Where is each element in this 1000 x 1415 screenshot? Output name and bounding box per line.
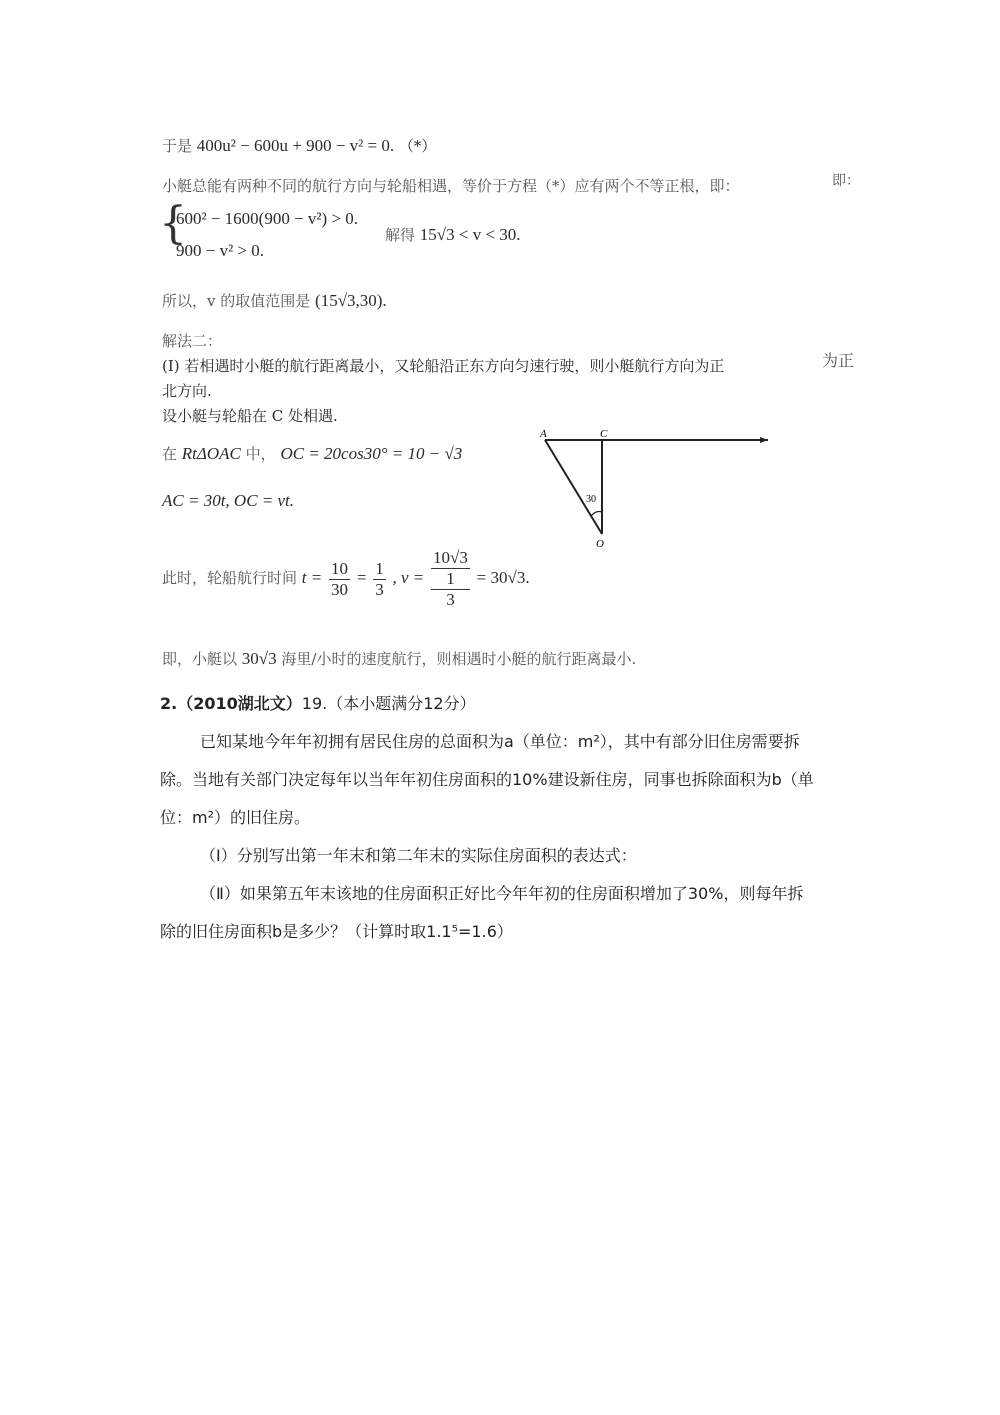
problem-statement-2: 除。当地有关部门决定每年以当年年初住房面积的10%建设新住房，同事也拆除面积为b（单 [160, 770, 814, 789]
fraction-numerator: 10 [331, 558, 349, 578]
method-2-title: 解法二： [162, 332, 223, 350]
question-part-2-cont: 除的旧住房面积b是多少？（计算时取1.1⁵=1.6） [160, 922, 513, 941]
fraction-numerator: 10√3 [433, 548, 468, 567]
label-a: A [540, 428, 547, 440]
nested-fraction [431, 569, 470, 610]
problem-score: （本小题满分12分） [327, 694, 476, 713]
equals-sign: = [356, 568, 367, 587]
rt-triangle-line [162, 443, 462, 465]
angle-label: 30 [586, 494, 596, 505]
conclusion-speed: 30√3 [241, 649, 277, 668]
oc-equation: OC = 20cos30° = 10 − √3 [280, 444, 463, 463]
v-result: = 30√3. [476, 568, 530, 587]
system-brace: { [159, 198, 187, 249]
v-lhs: , v = [392, 568, 425, 587]
solve-result: 15√3 < v < 30. [419, 225, 521, 244]
method-2-part-1-cont: 北方向. [162, 382, 212, 400]
nested-numerator: 1 [431, 569, 470, 590]
label-c: C [600, 428, 608, 440]
angle-arc [591, 512, 602, 517]
ac-oc-equation: AC = 30t, OC = vt. [162, 491, 295, 510]
label-o: O [596, 538, 604, 550]
inequality-1: 600² − 1600(900 − v²) > 0. [176, 209, 359, 228]
rt-mid: 中， [245, 445, 276, 463]
margin-note-weizheng: 为正 [822, 351, 855, 370]
problem-statement-3: 位：m²）的旧住房。 [160, 808, 311, 827]
problem-source: （2010湖北文） [177, 694, 302, 713]
fraction-10-30 [329, 559, 350, 600]
inequality-2: 900 − v² > 0. [176, 241, 265, 260]
range-line [162, 290, 387, 312]
solve-line [385, 224, 521, 246]
time-equation-line [162, 548, 530, 610]
conclusion-line [162, 648, 636, 670]
hypotenuse-line [545, 440, 602, 534]
margin-note-ji: 即： [832, 173, 860, 189]
fraction-numerator: 1 [375, 558, 384, 578]
range-text: 所以，v 的取值范围是 [162, 292, 311, 310]
question-part-1: （Ⅰ）分别写出第一年末和第二年末的实际住房面积的表达式： [200, 846, 637, 865]
solve-label: 解得 [385, 226, 416, 244]
arrow-head-icon [760, 437, 768, 443]
fraction-v [431, 548, 470, 610]
equation-star: 400u² − 600u + 900 − v² = 0. [196, 136, 395, 155]
fraction-1-3 [373, 559, 386, 600]
rt-prefix: 在 [162, 445, 178, 463]
equation-tag: （*） [398, 137, 437, 155]
rt-triangle-name: RtΔOAC [181, 444, 241, 463]
nested-denominator: 3 [446, 590, 455, 609]
equation-prefix: 于是 [162, 137, 193, 155]
fraction-denominator: 3 [375, 579, 384, 599]
method-2-meet-point: 设小艇与轮船在 C 处相遇. [162, 407, 338, 425]
equation-star-line [162, 135, 436, 157]
triangle-diagram [530, 420, 790, 560]
time-prefix: 此时，轮船航行时间 [162, 569, 298, 587]
condition-statement: 小艇总能有两种不同的航行方向与轮船相遇，等价于方程（*）应有两个不等正根，即： [162, 177, 740, 195]
problem-statement-1: 已知某地今年年初拥有居民住房的总面积为a（单位：m²），其中有部分旧住房需要拆 [200, 732, 800, 751]
conclusion-prefix: 即，小艇以 [162, 650, 238, 668]
fraction-denominator: 30 [331, 579, 349, 599]
question-part-2: （Ⅱ）如果第五年末该地的住房面积正好比今年年初的住房面积增加了30%，则每年拆 [200, 884, 804, 903]
method-2-part-1: (Ⅰ) 若相遇时小艇的航行距离最小，又轮船沿正东方向匀速行驶，则小艇航行方向为正 [162, 357, 725, 375]
conclusion-suffix: 海里/小时的速度航行，则相遇时小艇的航行距离最小. [281, 650, 637, 668]
problem-number: 2. [160, 694, 178, 713]
question-number: 19. [301, 694, 328, 713]
t-lhs: t = [301, 568, 323, 587]
range-value: (15√3,30). [315, 291, 387, 310]
problem-header [160, 692, 476, 716]
